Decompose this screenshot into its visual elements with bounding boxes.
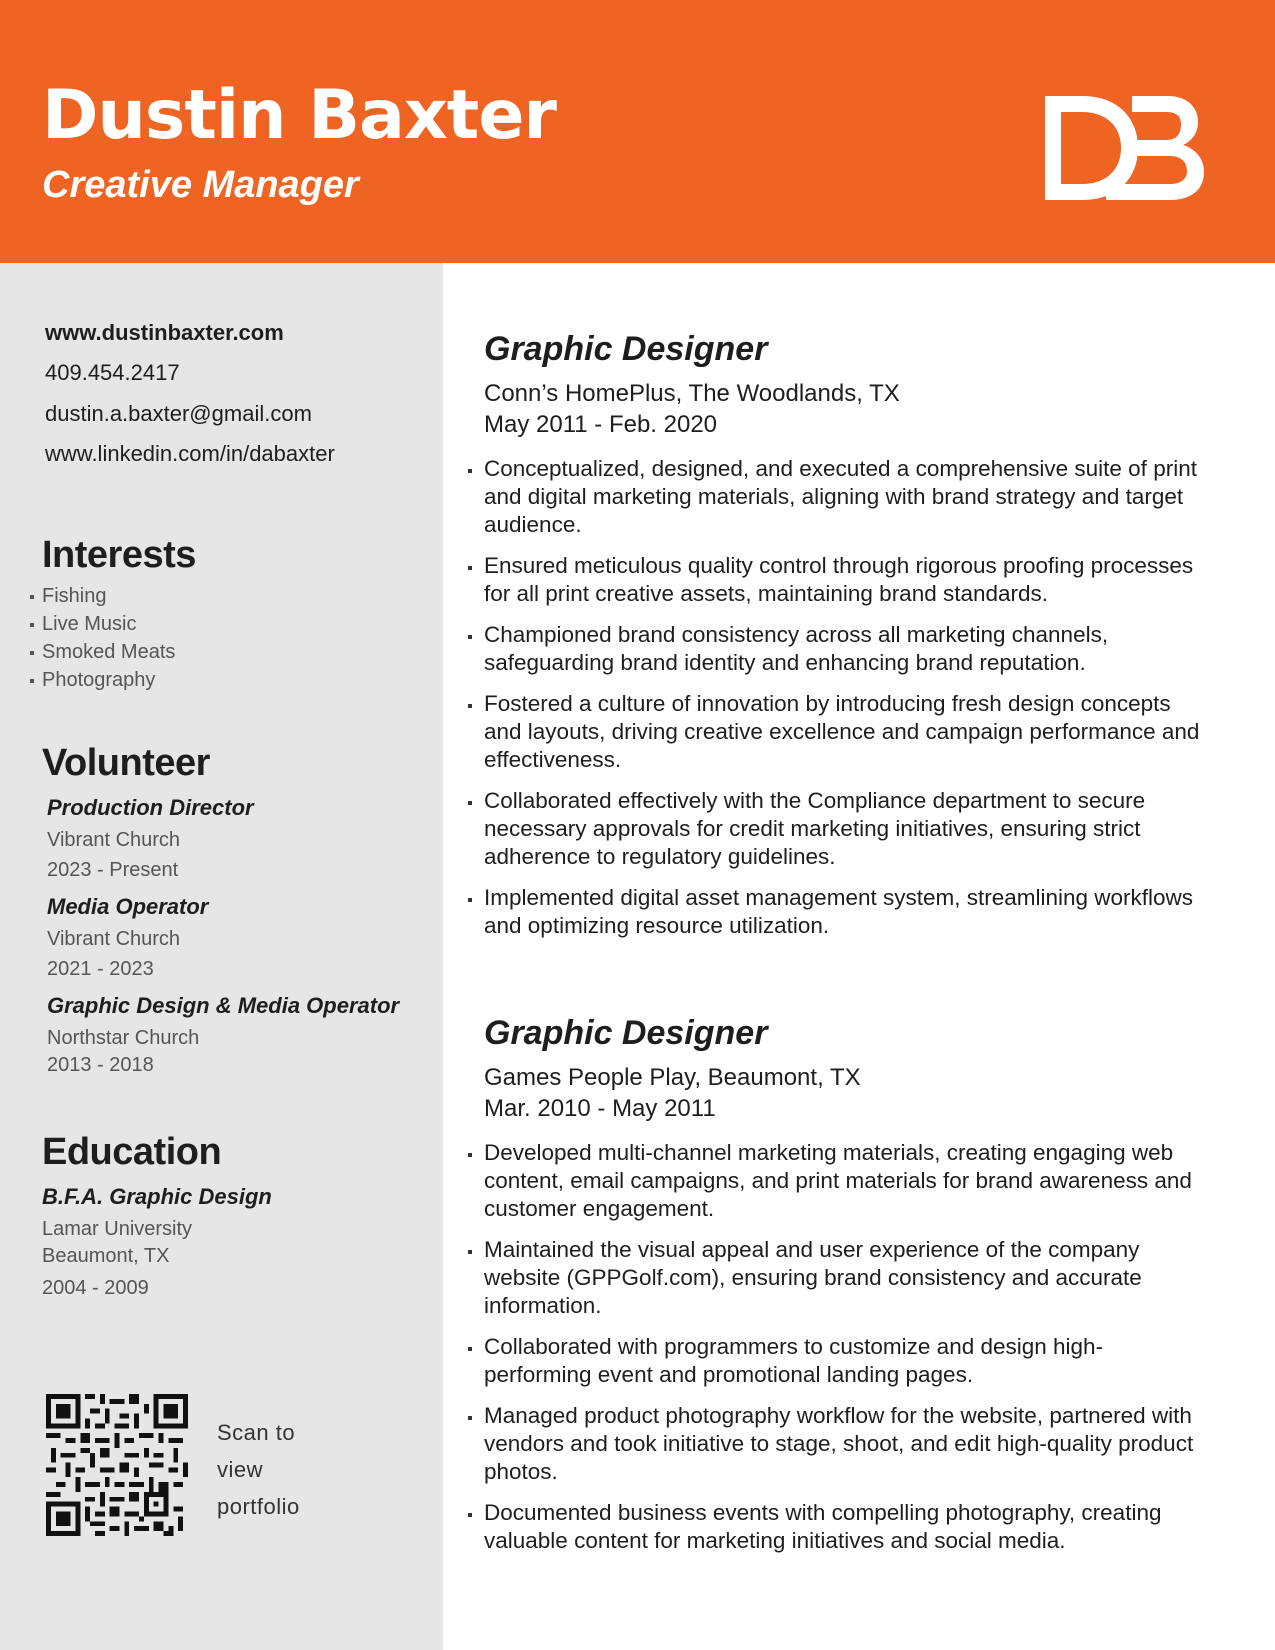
education-school: Lamar University <box>42 1218 193 1240</box>
volunteer-dates: 2023 - Present <box>47 859 179 881</box>
volunteer-heading: Volunteer <box>42 742 210 784</box>
list-item: Collaborated with programmers to customize and design high-performing event and promotional landing pages. <box>484 1333 1204 1389</box>
list-item: Documented business events with compelling photography, creating valuable content for marketing initiatives and social media. <box>484 1499 1204 1555</box>
job-meta <box>484 1062 861 1124</box>
linkedin-link[interactable]: www.linkedin.com/in/dabaxter <box>45 441 335 466</box>
volunteer-org: Vibrant Church <box>47 829 181 851</box>
list-item: Collaborated effectively with the Compliance department to secure necessary approvals for credit marketing initiatives, ensuring strict adherence to regulatory guidelines. <box>484 787 1204 871</box>
list-item: Developed multi-channel marketing materials, creating engaging web content, email campaigns, and print materials for brand awareness and customer engagement. <box>484 1139 1204 1223</box>
job-meta <box>484 378 900 440</box>
list-item: Ensured meticulous quality control through rigorous proofing processes for all print creative assets, maintaining brand standards. <box>484 552 1204 608</box>
education-location: Beaumont, TX <box>42 1245 170 1267</box>
phone-number[interactable]: 409.454.2417 <box>45 360 180 385</box>
list-item: Managed product photography workflow for the website, partnered with vendors and took initiative to stage, shoot, and edit high-quality product photos. <box>484 1402 1204 1486</box>
resume-name: Dustin Baxter <box>42 76 556 155</box>
list-item: Conceptualized, designed, and executed a comprehensive suite of print and digital marketing materials, aligning with brand strategy and target audience. <box>484 455 1204 539</box>
volunteer-dates: 2021 - 2023 <box>47 958 154 980</box>
job-bullets <box>484 455 1204 940</box>
education-heading: Education <box>42 1131 222 1173</box>
job-bullets <box>484 1139 1204 1555</box>
job-title: Graphic Designer <box>484 330 768 368</box>
qr-caption-line: Scan to <box>217 1420 296 1445</box>
header-banner <box>0 0 1275 263</box>
volunteer-org: Northstar Church <box>47 1027 200 1049</box>
resume-title: Creative Manager <box>42 164 359 206</box>
volunteer-dates: 2013 - 2018 <box>47 1054 154 1076</box>
volunteer-role: Production Director <box>47 795 254 820</box>
portfolio-qr-code[interactable] <box>46 1394 188 1536</box>
volunteer-role: Graphic Design & Media Operator <box>47 993 400 1018</box>
education-dates: 2004 - 2009 <box>42 1277 149 1299</box>
job-title: Graphic Designer <box>484 1014 768 1052</box>
qr-caption-line: portfolio <box>217 1494 300 1519</box>
email-link[interactable]: dustin.a.baxter@gmail.com <box>45 401 312 426</box>
list-item: Smoked Meats <box>28 638 175 666</box>
qr-caption <box>217 1414 300 1525</box>
job-dates: May 2011 - Feb. 2020 <box>484 411 718 438</box>
job-dates: Mar. 2010 - May 2011 <box>484 1095 716 1122</box>
db-monogram-logo <box>1040 92 1205 204</box>
list-item: Championed brand consistency across all marketing channels, safeguarding brand identity and enhancing brand reputation. <box>484 621 1204 677</box>
interests-heading: Interests <box>42 534 196 576</box>
volunteer-org: Vibrant Church <box>47 928 181 950</box>
education-degree: B.F.A. Graphic Design <box>42 1184 272 1209</box>
list-item: Photography <box>28 666 175 694</box>
list-item: Implemented digital asset management system, streamlining workflows and optimizing resource utilization. <box>484 884 1204 940</box>
interests-list <box>28 582 175 694</box>
list-item: Fishing <box>28 582 175 610</box>
job-company: Conn’s HomePlus, The Woodlands, TX <box>484 380 900 407</box>
list-item: Live Music <box>28 610 175 638</box>
website-link[interactable]: www.dustinbaxter.com <box>45 320 284 345</box>
qr-caption-line: view <box>217 1457 264 1482</box>
job-company: Games People Play, Beaumont, TX <box>484 1064 861 1091</box>
volunteer-role: Media Operator <box>47 894 209 919</box>
list-item: Fostered a culture of innovation by introducing fresh design concepts and layouts, driving creative excellence and campaign performance and effectiveness. <box>484 690 1204 774</box>
list-item: Maintained the visual appeal and user experience of the company website (GPPGolf.com), ensuring brand consistency and accurate information. <box>484 1236 1204 1320</box>
